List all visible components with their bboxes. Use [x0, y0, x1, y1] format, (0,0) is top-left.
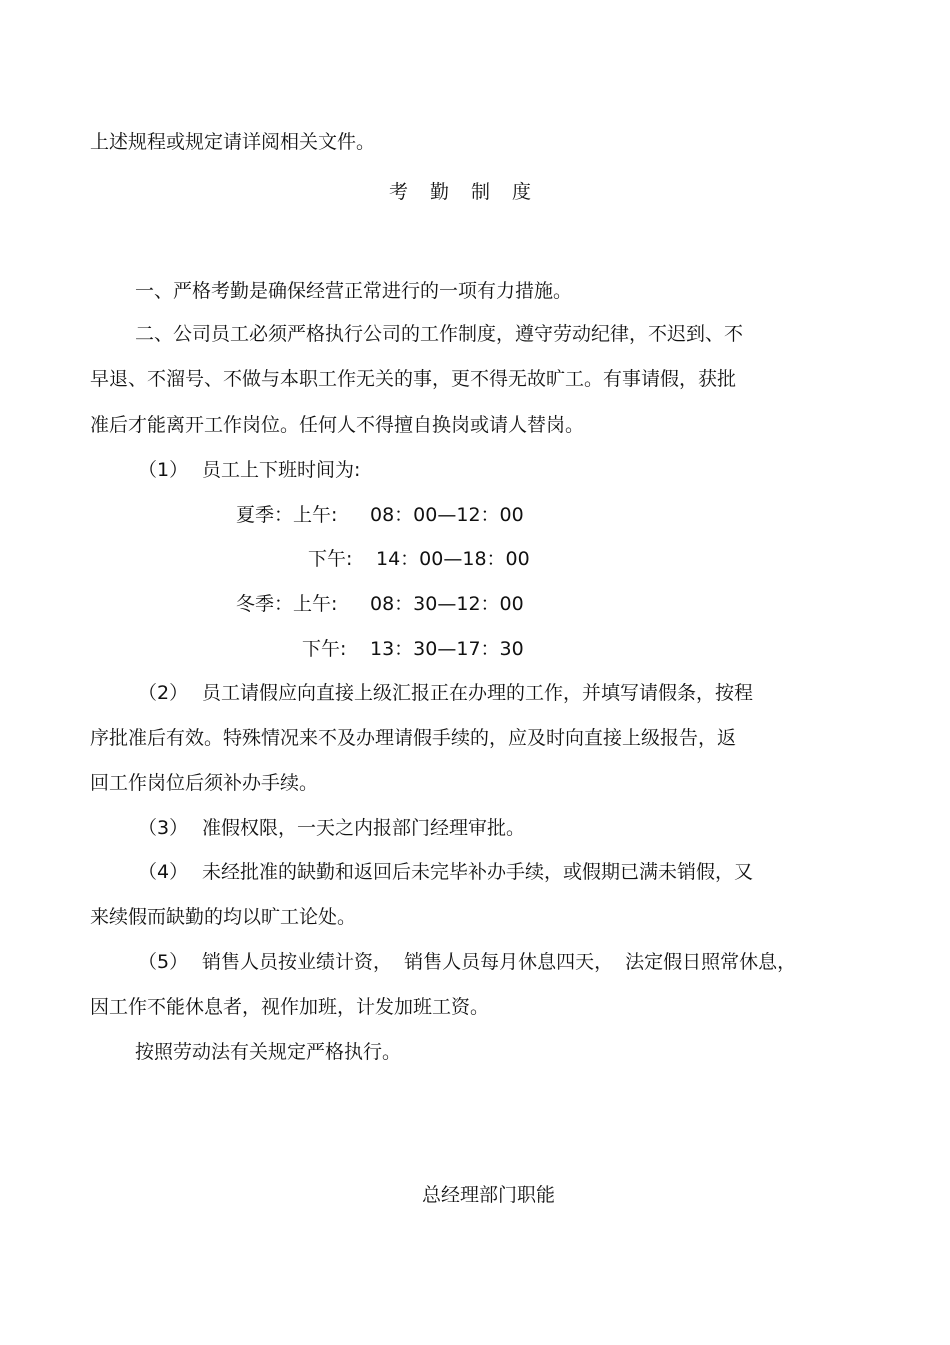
sub-5-label: （5） [138, 951, 189, 973]
item-2-line: 早退、不溜号、不做与本职工作无关的事，更不得无故旷工。有事请假，获批 [90, 368, 737, 390]
sub-2-line: 序批准后有效。特殊情况来不及办理请假手续的，应及时向直接上级报告，返 [90, 727, 737, 749]
sub-1-text: 员工上下班时间为: [202, 459, 361, 481]
sub-4-label: （4） [138, 861, 189, 883]
sub-3-text: 准假权限，一天之内报部门经理审批。 [202, 817, 526, 839]
sub-1-label: （1） [138, 459, 189, 481]
document-title: 考勤制度 [389, 181, 554, 203]
intro-text: 上述规程或规定请详阅相关文件。 [90, 131, 376, 153]
next-section-title: 总经理部门职能 [422, 1184, 556, 1206]
item-1: 一、严格考勤是确保经营正常进行的一项有力措施。 [135, 280, 573, 302]
summer-pm-label: 下午: [308, 548, 353, 570]
sub-2-line: 回工作岗位后须补办手续。 [90, 772, 319, 794]
sub-2-label: （2） [138, 682, 189, 704]
item-2-line: 二、公司员工必须严格执行公司的工作制度，遵守劳动纪律，不迟到、不 [135, 323, 744, 345]
winter-pm-label: 下午: [302, 638, 347, 660]
winter-am-time: 08：30—12：00 [370, 593, 524, 615]
sub-2-line: 员工请假应向直接上级汇报正在办理的工作，并填写请假条，按程 [202, 682, 754, 704]
summer-label: 夏季：上午: [236, 504, 338, 526]
winter-pm-time: 13：30—17：30 [370, 638, 524, 660]
summer-pm-time: 14：00—18：00 [376, 548, 530, 570]
sub-5-line: 因工作不能休息者，视作加班，计发加班工资。 [90, 996, 490, 1018]
sub-4-line: 来续假而缺勤的均以旷工论处。 [90, 906, 357, 928]
sub-3-label: （3） [138, 817, 189, 839]
sub-4-line: 未经批准的缺勤和返回后未完毕补办手续，或假期已满未销假，又 [202, 861, 754, 883]
summer-am-time: 08：00—12：00 [370, 504, 524, 526]
sub-5-line: 销售人员按业绩计资， 销售人员每月休息四天， 法定假日照常休息， [202, 951, 797, 973]
winter-label: 冬季：上午: [236, 593, 338, 615]
item-2-line: 准后才能离开工作岗位。任何人不得擅自换岗或请人替岗。 [90, 414, 585, 436]
closing-text: 按照劳动法有关规定严格执行。 [135, 1041, 402, 1063]
